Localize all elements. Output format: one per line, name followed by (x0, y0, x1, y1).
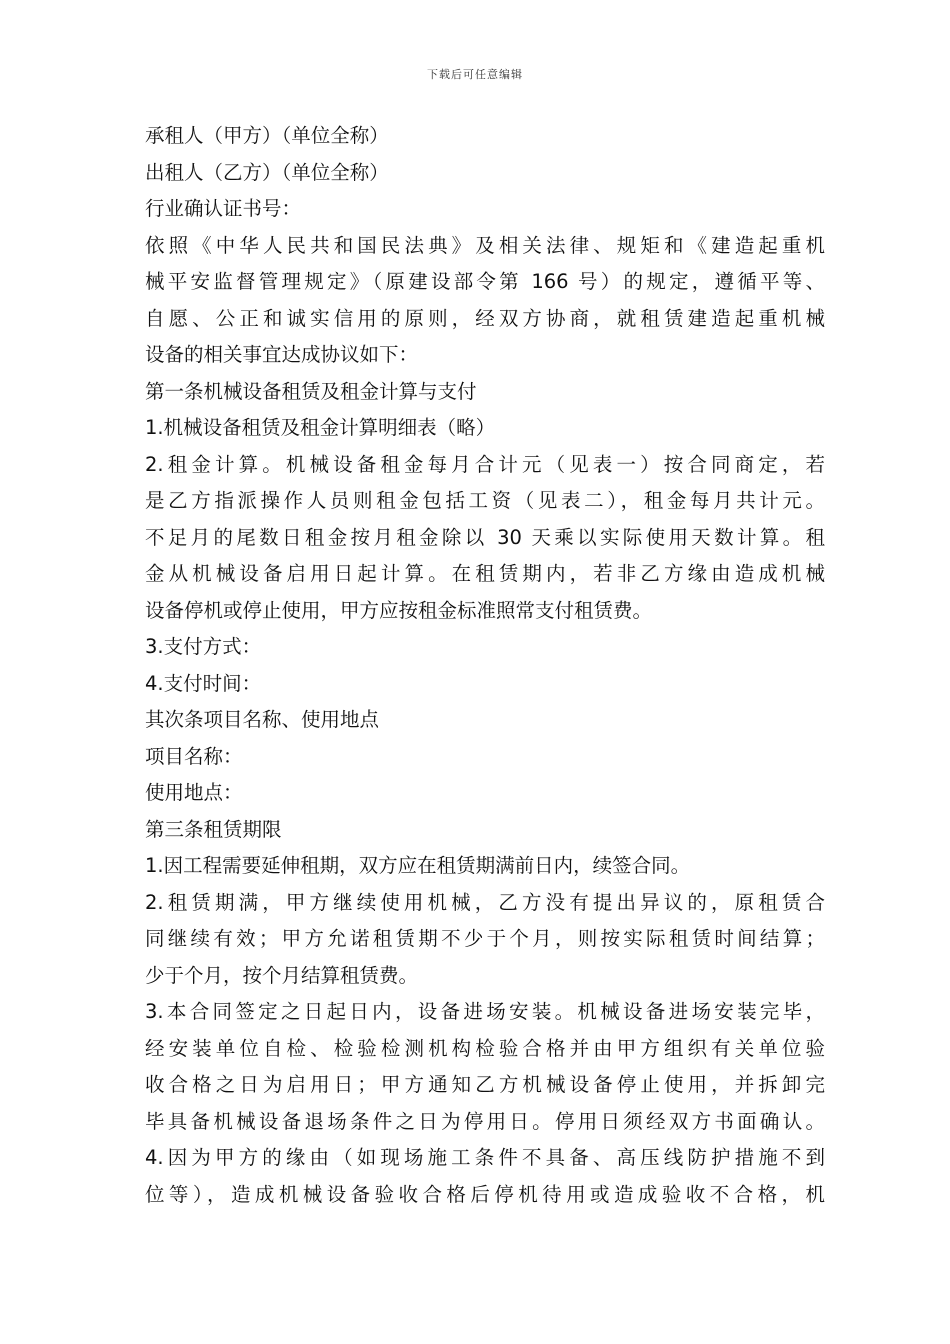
text-line: 金从机械设备启用日起计算。在租赁期内，若非乙方缘由造成机械 (145, 562, 825, 585)
text-line: 使用地点： (145, 781, 243, 804)
text-line: 依照《中华人民共和国民法典》及相关法律、规矩和《建造起重机 (145, 233, 825, 257)
text-line: 3.支付方式： (145, 635, 262, 658)
text-line: 位等），造成机械设备验收合格后停机待用或造成验收不合格，机 (145, 1182, 825, 1206)
document-body (145, 118, 825, 1213)
text-line: 承租人（甲方）（单位全称） (145, 124, 389, 147)
text-line: 自愿、公正和诚实信用的原则，经双方协商，就租赁建造起重机械 (145, 306, 825, 330)
section-heading: 第一条机械设备租赁及租金计算与支付 (145, 379, 477, 403)
text-line: 3.本合同签定之日起日内，设备进场安装。机械设备进场安装完毕， (145, 1000, 825, 1023)
text-line: 设备停机或停止使用，甲方应按租金标准照常支付租赁费。 (145, 598, 653, 622)
page-header-note: 下载后可任意编辑 (427, 68, 523, 81)
section-heading: 第三条租赁期限 (145, 817, 282, 841)
text-line: 4.因为甲方的缘由（如现场施工条件不具备、高压线防护措施不到 (145, 1146, 825, 1169)
text-line: 出租人（乙方）（单位全称） (145, 160, 389, 184)
text-line: 设备的相关事宜达成协议如下： (145, 343, 419, 366)
text-line: 1.机械设备租赁及租金计算明细表（略） (145, 416, 496, 439)
text-line: 同继续有效；甲方允诺租赁期不少于个月，则按实际租赁时间结算； (145, 927, 825, 950)
section-heading: 其次条项目名称、使用地点 (145, 708, 380, 731)
text-line: 收合格之日为启用日；甲方通知乙方机械设备停止使用，并拆卸完 (145, 1073, 825, 1096)
text-line: 经安装单位自检、检验检测机构检验合格并由甲方组织有关单位验 (145, 1036, 825, 1060)
text-line: 是乙方指派操作人员则租金包括工资（见表二），租金每月共计元。 (145, 489, 825, 512)
text-line: 项目名称： (145, 744, 243, 768)
text-line: 不足月的尾数日租金按月租金除以 30 天乘以实际使用天数计算。租 (145, 525, 825, 549)
text-line: 少于个月，按个月结算租赁费。 (145, 963, 419, 987)
text-line: 1.因工程需要延伸租期，双方应在租赁期满前日内，续签合同。 (145, 854, 691, 877)
text-line: 械平安监督管理规定》（原建设部令第 166 号）的规定，遵循平等、 (145, 270, 825, 293)
text-line: 2.租金计算。机械设备租金每月合计元（见表一）按合同商定，若 (145, 452, 825, 476)
text-line: 4.支付时间： (145, 671, 262, 695)
text-line: 行业确认证书号： (145, 197, 302, 220)
text-line: 毕具备机械设备退场条件之日为停用日。停用日须经双方书面确认。 (145, 1109, 825, 1133)
text-line: 2.租赁期满，甲方继续使用机械，乙方没有提出异议的，原租赁合 (145, 890, 825, 914)
